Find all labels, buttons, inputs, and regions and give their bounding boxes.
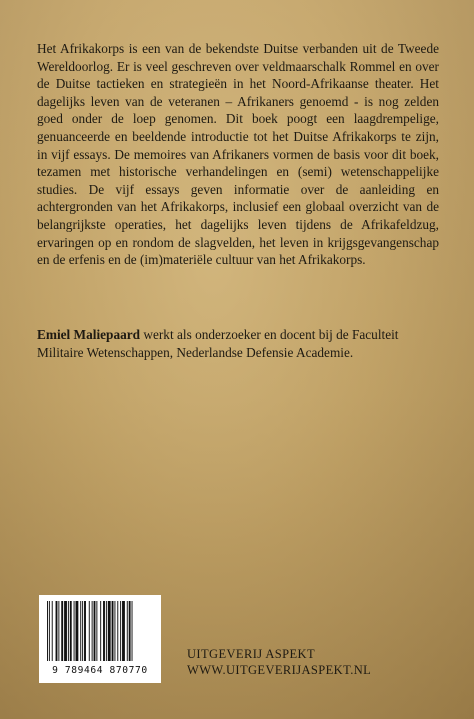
author-name: Emiel Maliepaard <box>37 327 141 342</box>
author-bio-text: werkt als onderzoeker en docent bij de Faculteit Militaire Wetenschappen, Nederlandse Defensie Academie. <box>37 327 399 360</box>
book-description: Het Afrikakorps is een van de bekendste Duitse verbanden uit de Tweede Wereldoorlog. Er is veel geschreven over veldmaarschalk Rommel en over de Duitse tactieken en strategieën in het Noord-Afrikaanse theater. Het dagelijks leven van de veteranen – Afrikaners genoemd - is nog zelden goed onder de loep genomen. Dit boek poogt een laagdrempelige, genuanceerde en beeldende introductie tot het Duitse Afrikakorps te zijn, in vijf essays. De memoires van Afrikaners vormen de basis voor dit boek, tezamen met historische verhandelingen en (semi) wetenschappelijke studies. De vijf essays geven informatie over de aanleiding en achtergronden van het Afrikakorps, inclusief een globaal overzicht van de belangrijkste operaties, het dagelijks leven tijdens de Afrikafeldzug, ervaringen op en rondom de slagvelden, het leven in krijgsgevangenschap en de erfenis en de (im)materiële cultuur van het Afrikakorps. <box>37 41 439 268</box>
isbn-barcode <box>39 595 161 683</box>
barcode-bars <box>45 601 155 663</box>
publisher-website: WWW.UITGEVERIJASPEKT.NL <box>187 663 372 677</box>
publisher-info <box>187 646 371 678</box>
author-bio <box>37 326 439 361</box>
isbn-number: 9 789464 870770 <box>52 665 148 676</box>
publisher-name: UITGEVERIJ ASPEKT <box>187 647 315 661</box>
